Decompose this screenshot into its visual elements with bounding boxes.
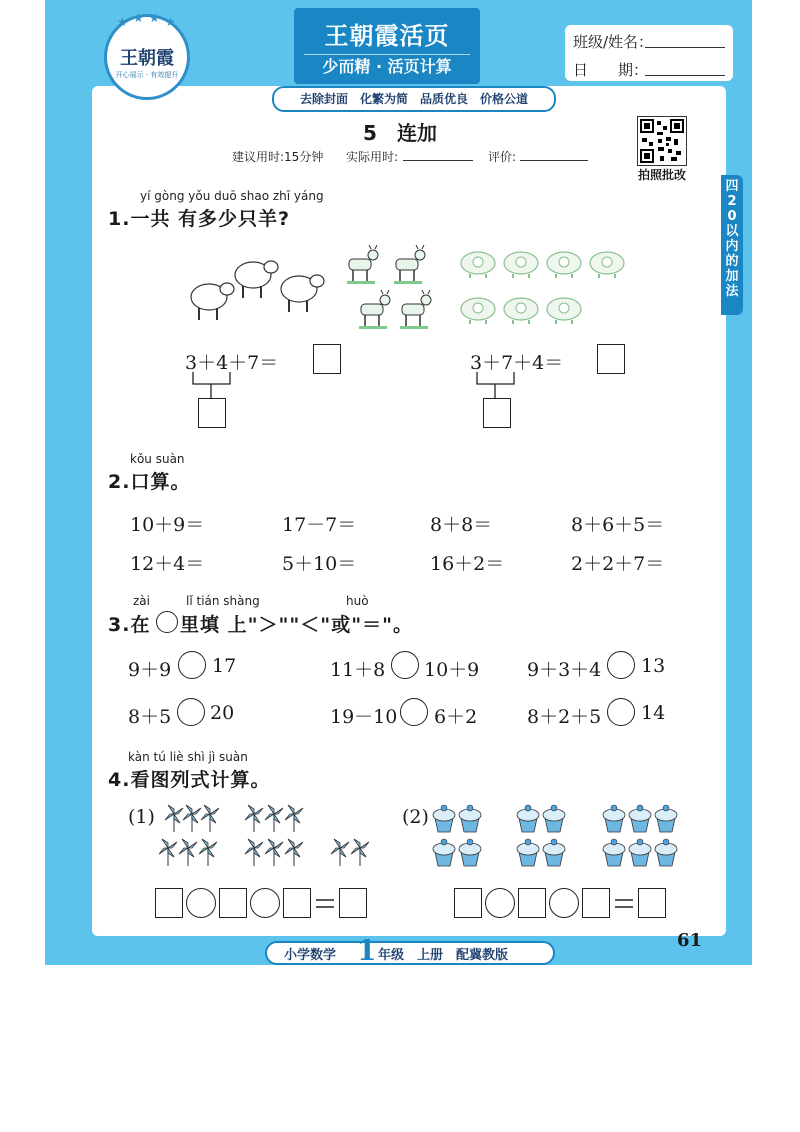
compare-right: 20 [210,702,235,724]
star-icon: ★ [165,15,176,29]
bracket-line [190,372,240,398]
q2-pinyin: kǒu suàn [130,452,185,466]
pinwheel-icon [285,839,303,866]
compare-left: 9＋3＋4 [527,659,602,681]
operator-circle[interactable] [250,888,280,918]
cupcake-icon [543,839,565,866]
compare-circle[interactable] [391,651,419,679]
student-info-box [565,25,733,81]
cupcake-icon [629,805,651,832]
sheep-icon [547,298,581,324]
cupcake-icon [655,805,677,832]
q4-title: 4.看图列式计算。 [108,769,271,791]
rating-field[interactable] [520,146,588,161]
logo-subtitle: 开心展示 · 有效提升 [115,71,179,79]
part-label: (2) [402,806,429,828]
footer-grade: 1 [357,934,377,967]
goat-icon [394,245,425,284]
pinwheel-icon [245,805,263,832]
compare-circle[interactable] [607,651,635,679]
pinwheel-icon [159,839,177,866]
pinwheel-icon [265,805,283,832]
actual-time-label: 实际用时: [346,150,399,164]
compare-right: 10＋9 [424,659,480,681]
mental-math-item: 8＋8＝ [430,514,493,536]
star-icon: ★ [117,15,128,29]
q3-pinyin: lǐ tián shàng [186,594,260,608]
cupcake-icon [517,839,539,866]
compare-right: 17 [212,655,237,677]
qr-label: 拍照批改 [637,168,686,182]
answer-box[interactable] [198,398,226,428]
cupcake-icon [517,805,539,832]
name-field[interactable] [645,47,725,48]
compare-right: 14 [641,702,666,724]
brand-logo [104,11,190,100]
cupcake-icon [629,839,651,866]
footer-subject: 小学数学 [284,948,337,963]
q3-pinyin: huò [346,594,369,608]
q1-expression-left: 3＋4＋7＝ [185,352,279,374]
sheep-icon [191,283,234,320]
sheep-icon [590,252,624,278]
goat-icon [400,290,431,329]
compare-circle[interactable] [400,698,428,726]
series-title: 王朝霞活页 [324,22,450,50]
q1-illustration [185,245,635,330]
q3-pinyin: zài [133,594,150,608]
sheep-icon [504,298,538,324]
date-field[interactable] [645,75,725,76]
sheep-icon [235,261,278,298]
compare-left: 8＋2＋5 [527,706,602,728]
footer-edition: 年级 上册 配冀教版 [378,948,509,963]
cupcake-group [430,800,690,872]
cupcake-icon [543,805,565,832]
q2-title: 2.口算。 [108,471,191,493]
mental-math-item: 10＋9＝ [130,514,205,536]
suggested-time: 建议用时:15分钟 [232,150,324,164]
cupcake-icon [459,805,481,832]
mental-math-item: 16＋2＝ [430,553,505,575]
answer-box[interactable] [155,888,183,918]
pinwheel-icon [201,805,219,832]
q1-expression-right: 3＋7＋4＝ [470,352,564,374]
chapter-tab-label: 四 20以内的加法 [725,179,739,299]
compare-right: 6＋2 [434,706,478,728]
compare-circle[interactable] [177,698,205,726]
pinwheel-icon [331,839,349,866]
sheep-icon [281,275,324,312]
circle-symbol [156,611,178,633]
operator-circle[interactable] [485,888,515,918]
answer-box[interactable] [283,888,311,918]
sheep-icon [461,298,495,324]
pinwheel-icon [351,839,369,866]
cupcake-icon [433,839,455,866]
answer-box[interactable] [454,888,482,918]
q1-title: 1.一共 有多少只羊? [108,208,291,230]
mental-math-item: 12＋4＝ [130,553,205,575]
compare-left: 9＋9 [128,659,172,681]
compare-circle[interactable] [178,651,206,679]
pinwheel-icon [265,839,283,866]
part-label: (1) [128,806,155,828]
series-subtitle: 少而精 · 活页计算 [304,54,470,79]
equals-sign [314,897,336,911]
compare-right: 13 [641,655,666,677]
bracket-line [474,372,524,398]
answer-box[interactable] [313,344,341,374]
rating-label: 评价: [488,150,517,164]
compare-left: 19－10 [330,706,398,728]
page-number: 61 [677,930,703,951]
cupcake-icon [603,839,625,866]
answer-box[interactable] [582,888,610,918]
logo-name: 王朝霞 [120,48,174,69]
sheep-icon [461,252,495,278]
equals-sign [613,897,635,911]
answer-box[interactable] [339,888,367,918]
answer-box[interactable] [638,888,666,918]
goat-icon [359,290,390,329]
q3-title-end: 里填 上"＞""＜"或"＝"。 [180,614,414,636]
pinwheel-icon [183,805,201,832]
answer-box[interactable] [483,398,511,428]
pinwheel-icon [179,839,197,866]
star-icon: ★ [133,11,144,25]
operator-circle[interactable] [186,888,216,918]
cupcake-icon [655,839,677,866]
pinwheel-icon [165,805,183,832]
lesson-title: 5 连加 [363,121,437,145]
mental-math-item: 8＋6＋5＝ [571,514,665,536]
mental-math-item: 17－7＝ [282,514,357,536]
date-label: 日 期： [573,61,649,79]
q3-title-start: 3.在 [108,614,151,636]
q1-pinyin: yí gòng yǒu duō shao zhī yáng [140,189,324,203]
pinwheel-icon [245,839,263,866]
pinwheel-icon [285,805,303,832]
chapter-tab [721,175,743,315]
cupcake-icon [433,805,455,832]
title-banner [294,8,480,84]
name-label: 班级/姓名： [573,33,654,51]
answer-box[interactable] [597,344,625,374]
mental-math-item: 5＋10＝ [282,553,357,575]
cupcake-icon [459,839,481,866]
cupcake-icon [603,805,625,832]
sheep-icon [504,252,538,278]
actual-time-field[interactable] [403,146,473,161]
pinwheel-group [155,800,375,872]
answer-box[interactable] [518,888,546,918]
q4-pinyin: kàn tú liè shì jì suàn [128,750,248,764]
answer-box[interactable] [219,888,247,918]
mental-math-item: 2＋2＋7＝ [571,553,665,575]
compare-circle[interactable] [607,698,635,726]
compare-left: 8＋5 [128,706,172,728]
star-icon: ★ [149,11,160,25]
goat-icon [347,245,378,284]
operator-circle[interactable] [549,888,579,918]
compare-left: 11＋8 [330,659,386,681]
pinwheel-icon [199,839,217,866]
slogan: 去除封面 化繁为简 品质优良 价格公道 [272,86,556,112]
sheep-icon [547,252,581,278]
qr-code-icon[interactable] [637,116,687,166]
